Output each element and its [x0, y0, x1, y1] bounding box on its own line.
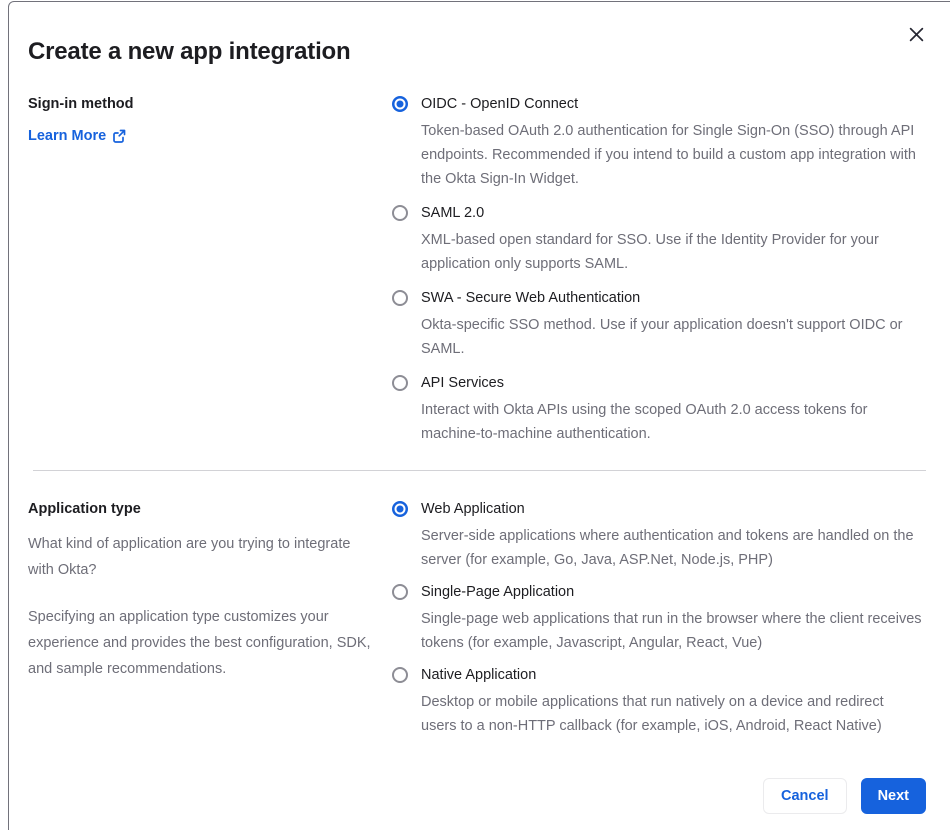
learn-more-link[interactable] [28, 128, 126, 144]
option-label: SWA - Secure Web Authentication [421, 290, 641, 306]
learn-more-label: Learn More [28, 128, 107, 144]
dialog-footer [28, 778, 926, 814]
radio-button-swa[interactable] [392, 290, 408, 306]
application-type-label: Application type [28, 501, 141, 517]
radio-option-api-services[interactable] [392, 373, 926, 446]
option-description: Okta-specific SSO method. Use if your application doesn't support OIDC or SAML. [421, 317, 903, 357]
radio-button-web-application[interactable] [392, 501, 408, 517]
option-description: XML-based open standard for SSO. Use if the Identity Provider for your application only supports SAML. [421, 232, 879, 272]
external-link-icon [112, 129, 126, 143]
option-label: Native Application [421, 667, 537, 683]
radio-option-swa[interactable] [392, 288, 926, 361]
radio-option-single-page-application[interactable] [392, 582, 926, 655]
radio-option-web-application[interactable] [392, 499, 926, 572]
option-label: Web Application [421, 501, 525, 517]
create-app-integration-dialog [8, 1, 950, 830]
application-type-help-text: Specifying an application type customizes your experience and provides the best configuration, SDK, and sample recommendations. [28, 609, 371, 677]
signin-method-section [28, 94, 926, 446]
signin-method-label: Sign-in method [28, 96, 134, 112]
next-button[interactable]: Next [861, 778, 926, 814]
radio-button-single-page-application[interactable] [392, 584, 408, 600]
application-type-question: What kind of application are you trying to integrate with Okta? [28, 536, 351, 578]
option-label: SAML 2.0 [421, 205, 485, 221]
page-title: Create a new app integration [28, 38, 351, 65]
option-description: Token-based OAuth 2.0 authentication for Single Sign-On (SSO) through API endpoints. Recommended if you intend to build a custom app integration with the Okta Sign-In Widget. [421, 123, 916, 187]
radio-button-oidc[interactable] [392, 96, 408, 112]
cancel-button[interactable]: Cancel [763, 778, 847, 814]
radio-option-oidc[interactable] [392, 94, 926, 191]
option-label: Single-Page Application [421, 584, 575, 600]
option-description: Server-side applications where authentication and tokens are handled on the server (for example, Go, Java, ASP.Net, Node.js, PHP) [421, 528, 914, 568]
radio-button-saml[interactable] [392, 205, 408, 221]
option-label: API Services [421, 375, 504, 391]
option-description: Interact with Okta APIs using the scoped OAuth 2.0 access tokens for machine-to-machine authentication. [421, 402, 868, 442]
application-type-section [28, 499, 926, 748]
close-icon[interactable] [906, 24, 926, 44]
option-description: Desktop or mobile applications that run natively on a device and redirect users to a non-HTTP callback (for example, iOS, Android, React Native) [421, 694, 884, 734]
section-divider [33, 470, 926, 471]
radio-option-saml[interactable] [392, 203, 926, 276]
option-label: OIDC - OpenID Connect [421, 96, 579, 112]
radio-button-api-services[interactable] [392, 375, 408, 391]
radio-button-native-application[interactable] [392, 667, 408, 683]
option-description: Single-page web applications that run in the browser where the client receives tokens (for example, Javascript, Angular, React, Vue) [421, 611, 922, 651]
radio-option-native-application[interactable] [392, 665, 926, 738]
